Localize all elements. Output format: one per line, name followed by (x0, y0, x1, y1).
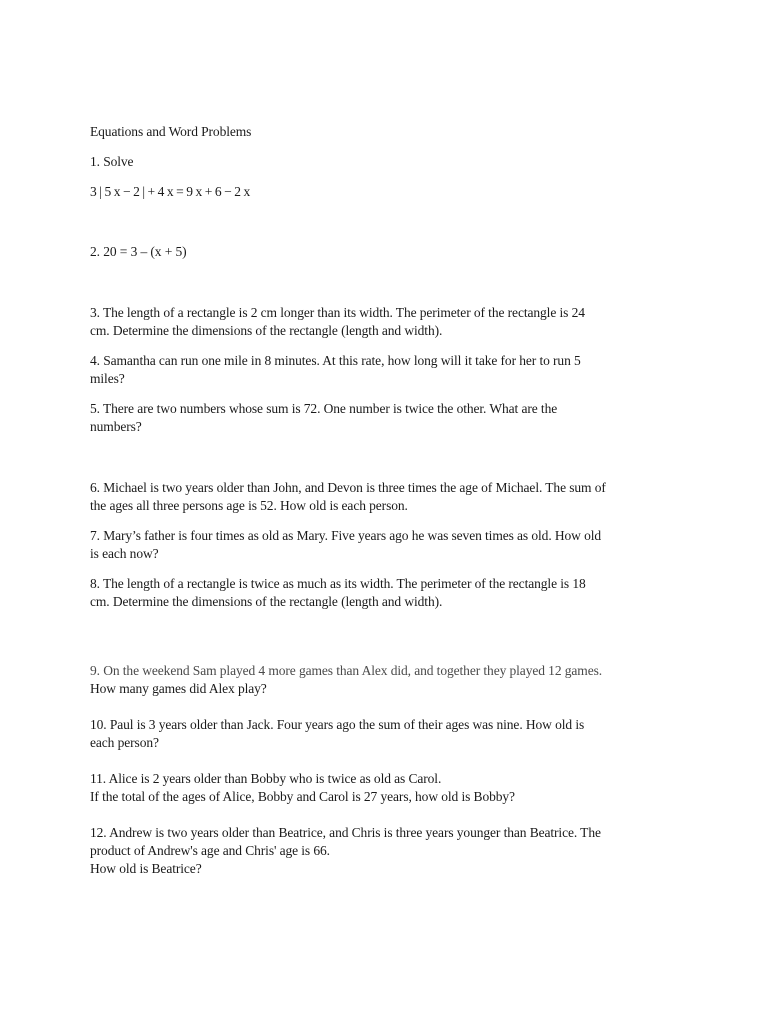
q10-line-1: 10. Paul is 3 years older than Jack. Four years ago the sum of their ages was nine. How old is (90, 717, 585, 732)
q7-line-2: is each now? (90, 546, 159, 561)
q1-label: 1. Solve (90, 154, 134, 169)
q6-line-2: the ages all three persons age is 52. How old is each person. (90, 498, 408, 513)
q3-line-1: 3. The length of a rectangle is 2 cm longer than its width. The perimeter of the rectangle is 24 (90, 305, 585, 320)
q10-line-2: each person? (90, 735, 159, 750)
q5-line-2: numbers? (90, 419, 142, 434)
q11-line-1: 11. Alice is 2 years older than Bobby who is twice as old as Carol. (90, 771, 442, 786)
q8-line-1: 8. The length of a rectangle is twice as much as its width. The perimeter of the rectangle is 18 (90, 576, 586, 591)
q12-line-2: product of Andrew's age and Chris' age is 66. (90, 843, 330, 858)
q9-line-1: 9. On the weekend Sam played 4 more games than Alex did, and together they played 12 games. (90, 663, 603, 678)
q9-line-2: How many games did Alex play? (90, 681, 267, 696)
q4-line-1: 4. Samantha can run one mile in 8 minutes. At this rate, how long will it take for her to run 5 (90, 353, 581, 368)
q5-line-1: 5. There are two numbers whose sum is 72. One number is twice the other. What are the (90, 401, 558, 416)
q3-line-2: cm. Determine the dimensions of the rectangle (length and width). (90, 323, 443, 338)
q2-text: 2. 20 = 3 – (x + 5) (90, 244, 187, 259)
q11-line-2: If the total of the ages of Alice, Bobby and Carol is 27 years, how old is Bobby? (90, 789, 515, 804)
worksheet-title: Equations and Word Problems (90, 124, 252, 139)
q12-line-3: How old is Beatrice? (90, 861, 202, 876)
q4-line-2: miles? (90, 371, 125, 386)
q1-equation: 3 | 5 x − 2 | + 4 x = 9 x + 6 − 2 x (90, 184, 251, 199)
q8-line-2: cm. Determine the dimensions of the rectangle (length and width). (90, 594, 443, 609)
q6-line-1: 6. Michael is two years older than John, and Devon is three times the age of Michael. The sum of (90, 480, 606, 495)
q7-line-1: 7. Mary’s father is four times as old as Mary. Five years ago he was seven times as old. How old (90, 528, 602, 543)
q12-line-1: 12. Andrew is two years older than Beatrice, and Chris is three years younger than Beatrice. The (90, 825, 601, 840)
